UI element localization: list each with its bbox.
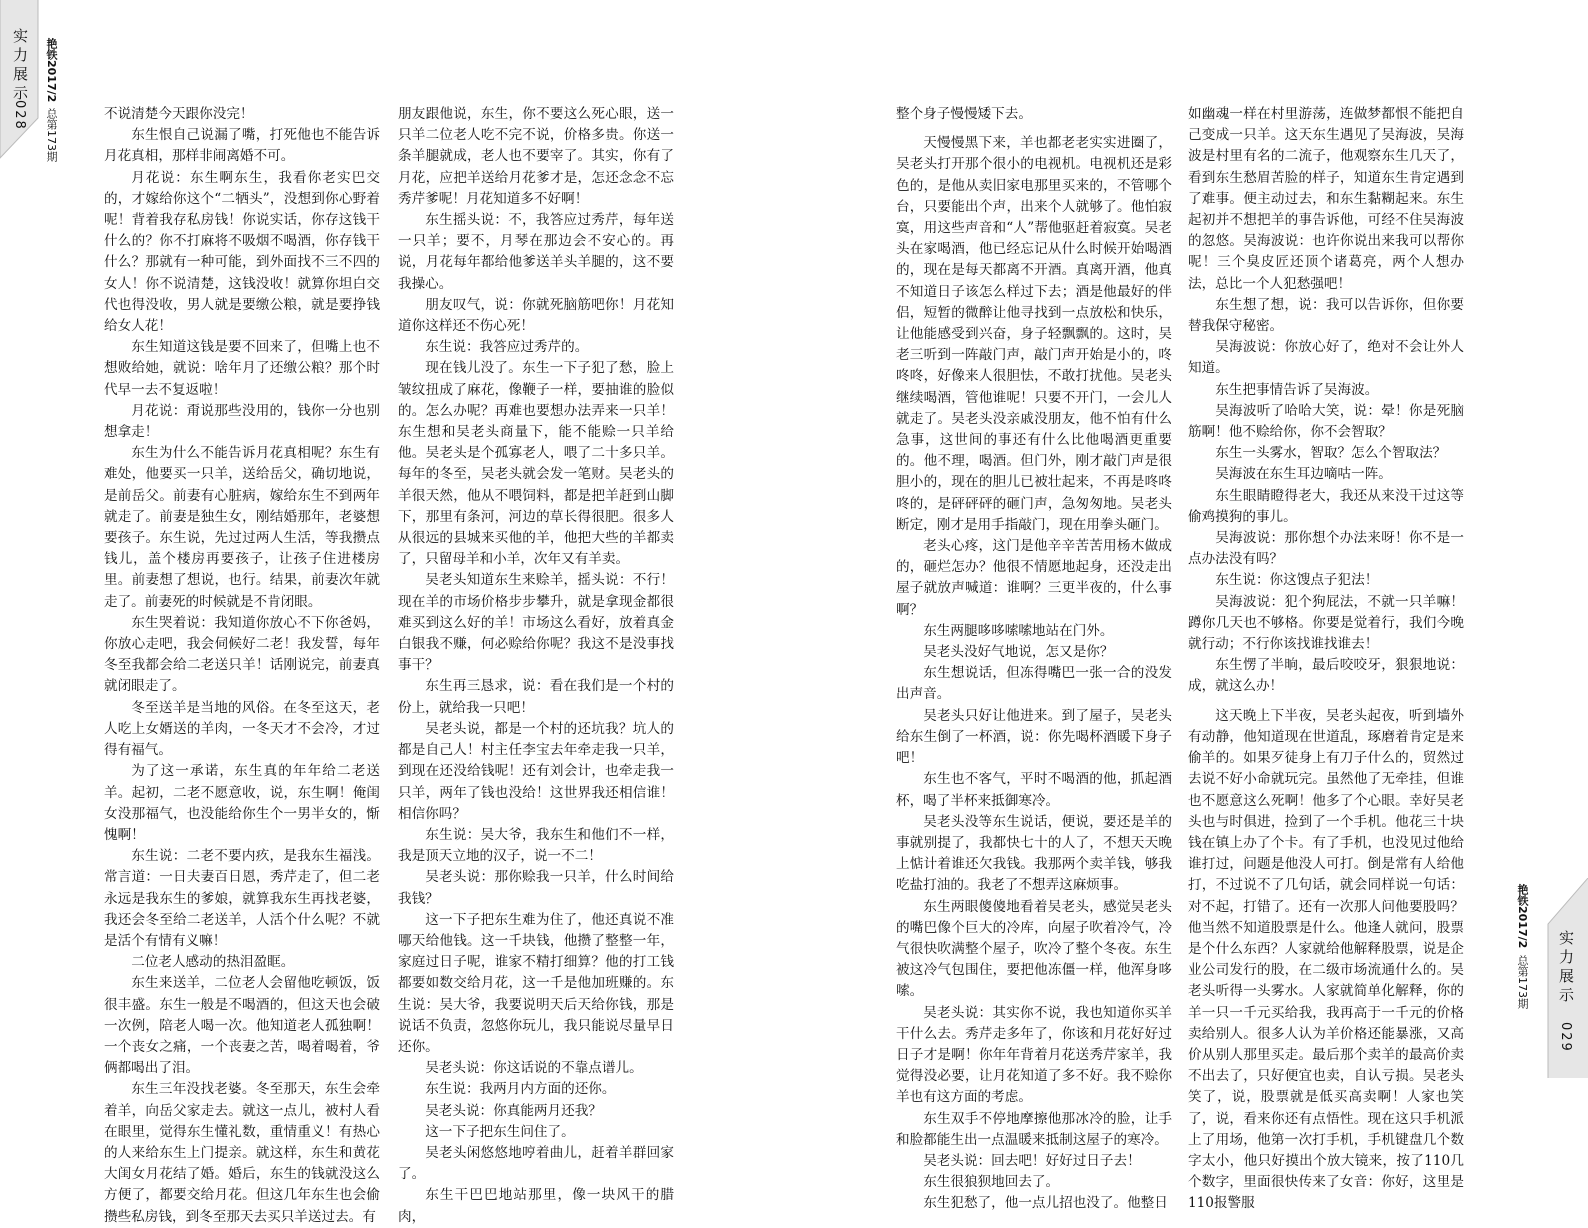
paragraph: 吴老头闲悠悠地哼着曲儿，赶着羊群回家了。	[398, 1144, 674, 1183]
paragraph: 不说清楚今天跟你没完！	[104, 106, 254, 122]
paragraph: 东生双手不停地摩擦他那冰冷的脸，让手和脸都能生出一点温暖来抵制这屋子的寒冷。	[896, 1110, 1172, 1148]
paragraph: 整个身子慢慢矮下去。	[896, 106, 1032, 122]
paragraph: 东生愣了半晌，最后咬咬牙，狠狠地说：成，就这么办！	[1188, 657, 1464, 695]
paragraph: 东生为什么不能告诉月花真相呢？东生有难处，他要买一只羊，送给岳父，确切地说，是前岳父。前妻有心脏病，嫁给东生不到两年就走了。前妻是独生女，刚结婚那年，老婆想要孩子。东生说，先过过两人生活，等我攒点钱儿，盖个楼房再要孩子，让孩子住进楼房里。前妻想了想说，也行。结果，前妻次年就走了。前妻死的时候就是不肯闭眼。	[104, 445, 380, 610]
section-tab: 实力展示	[1557, 930, 1575, 1006]
magazine-name: 艳铁2017/2	[45, 38, 58, 103]
paragraph: 东生知道这钱是要不回来了，但嘴上也不想败给她，就说：啥年月了还缴公粮？那个时代早一去不复返啦！	[104, 339, 380, 398]
paragraph: 吴老头说，都是一个村的还坑我？坑人的都是自己人！村主任李宝去年牵走我一只羊，到现在还没给钱呢！还有刘会计，也牵走我一只羊，两年了钱也没给！这世界我还相信谁！相信你吗？	[398, 720, 674, 822]
issue-number: 总第173期	[45, 108, 58, 162]
paragraph: 吴老头没等东生说话，便说，要还是羊的事就别提了，我都快七十的人了，不想天天晚上惦计着谁还欠我钱。我那两个卖羊钱，够我吃盐打油的。我老了不想弄这麻烦事。	[896, 813, 1172, 894]
paragraph: 这一下子把东生问住了。	[425, 1123, 575, 1140]
paragraph: 吴老头说：回去吧！好好过日子去！	[923, 1152, 1141, 1169]
paragraph: 月花说：东生啊东生，我看你老实巴交的，才嫁给你这个“二牺头”，没想到你心野着呢！背着我存私房钱！你说实话，你存这钱干什么的？你不打麻将不吸烟不喝酒，你存钱干什么？那就有一种可能，到外面找不三不四的女人！你不说清楚，这钱没收！就算你坦白交代也得没收，男人就是要缴公粮，就是要挣钱给女人花！	[104, 169, 380, 335]
text-column-1	[104, 104, 380, 1228]
section-tab: 实力展示	[11, 28, 29, 104]
paragraph: 东生恨自己说漏了嘴，打死他也不能告诉月花真相，那样非闹离婚不可。	[104, 127, 380, 165]
paragraph: 东生想了想，说：我可以告诉你，但你要替我保守秘密。	[1188, 296, 1464, 335]
page-number: 028	[12, 100, 27, 131]
page-number: 029	[1558, 1022, 1573, 1053]
paragraph: 吴老头说：你真能两月还我？	[425, 1102, 602, 1119]
paragraph: 东生两腿哆哆嗦嗦地站在门外。	[923, 622, 1114, 639]
paragraph: 老头心疼，这门是他辛辛苦苦用杨木做成的，砸烂怎办？他很不情愿地起身，还没走出屋子就放声喊道：谁啊？三更半夜的，什么事啊？	[896, 538, 1172, 618]
paragraph: 东生一头雾水，智取？怎么个智取法？	[1215, 445, 1447, 462]
paragraph: 东生再三恳求，说：看在我们是一个村的份上，就给我一只吧！	[398, 678, 674, 716]
text-column-2	[398, 104, 674, 1228]
paragraph: 东生两眼傻傻地看着吴老头，感觉吴老头的嘴巴像个巨大的冷库，向屋子吹着冷气，冷气很快吹满整个屋子，吹冷了整个冬夜。东生被这冷气包围住，要把他冻僵一样，他浑身哆嗦。	[896, 898, 1172, 1000]
paragraph: 月花说：甭说那些没用的，钱你一分也别想拿走！	[104, 402, 380, 441]
paragraph: 东生也不客气，平时不喝酒的他，抓起酒杯，喝了半杯来抵御寒冷。	[896, 771, 1172, 809]
paragraph: 为了这一承诺，东生真的年年给二老送羊。起初，二老不愿意收，说，东生啊！俺闺女没那福气，也没能给你生个一男半女的，惭愧啊！	[104, 763, 380, 843]
right-page	[794, 0, 1588, 1212]
paragraph: 吴老头知道东生来赊羊，摇头说：不行！现在羊的市场价格步步攀升，就是拿现金都很难买到这么好的羊！市场这么看好，放着真金白银我不赚，何必赊给你呢？我这不是没事找事干？	[398, 572, 674, 674]
paragraph: 朋友叹气，说：你就死脑筋吧你！月花知道你这样还不伤心死！	[398, 296, 674, 335]
paragraph: 吴老头说：那你赊我一只羊，什么时间给我钱？	[398, 869, 674, 907]
paragraph: 东生干巴巴地站那里，像一块风干的腊肉，	[398, 1187, 674, 1225]
paragraph: 现在钱儿没了。东生一下子犯了愁，脸上皱纹扭成了麻花，像鞭子一样，要抽谁的脸似的。怎么办呢？再难也要想办法弄来一只羊！东生想和吴老头商量下，能不能赊一只羊给他。吴老头是个孤寡老人，喂了二十多只羊。每年的冬至，吴老头就会发一笔财。吴老头的羊很天然，他从不喂饲料，都是把羊赶到山脚下，那里有条河，河边的草长得很肥。很多人从很远的县城来买他的羊，他把大些的羊都卖了，只留母羊和小羊，次年又有羊卖。	[398, 360, 674, 568]
paragraph: 天慢慢黑下来，羊也都老老实实进圈了，吴老头打开那个很小的电视机。电视机还是彩色的，是他从卖旧家电那里买来的，不管哪个台，只要能出个声，出来个人就够了。他怕寂寞，用这些声音和“人”帮他驱赶着寂寞。吴老头在家喝酒，他已经忘记从什么时候开始喝酒的，现在是每天都离不开酒。真离开酒，他真不知道日子该怎么样过下去；酒是他最好的伴侣，短暂的微醉让他寻找到一点放松和快乐，让他能感受到兴奋，身子轻飘飘的。这时，吴老三听到一阵敲门声，敲门声开始是小的，咚咚咚，好像来人很胆怯，不敢打扰他。吴老头继续喝酒，管他谁呢！只要不开门，一会儿人就走了。吴老头没亲戚没朋友，他不怕有什么急事，这世间的事还有什么比他喝酒更重要的。他不理，喝酒。但门外，刚才敲门声是很胆小的，现在的胆儿已被壮起来，不再是咚咚咚的，是砰砰砰的砸门声，急匆匆地。吴老头断定，刚才是用手指敲门，现在用拳头砸门。	[896, 135, 1172, 533]
paragraph: 东生摇头说：不，我答应过秀芹，每年送一只羊；要不，月琴在那边会不安心的。再说，月花每年都给他爹送羊头羊腿的，这不要我操心。	[398, 212, 674, 292]
paragraph: 吴海波说：犯个狗屁法，不就一只羊嘛！蹲你几天也不够格。你要是觉着行，我们今晚就行动；不行你该找谁找谁去！	[1188, 593, 1464, 653]
paragraph: 东生犯愁了，他一点儿招也没了。他整日	[923, 1195, 1168, 1212]
paragraph: 吴老头说：你这话说的不靠点谱儿。	[425, 1060, 643, 1077]
paragraph: 东生想说话，但冻得嘴巴一张一合的没发出声音。	[896, 665, 1172, 703]
paragraph: 如幽魂一样在村里游荡，连做梦都恨不能把自己变成一只羊。这天东生遇见了吴海波，吴海波是村里有名的二流子，他观察东生几天了，看到东生愁眉苦脸的样子，知道东生肯定遇到了难事。便主动过去，和东生黏糊起来。东生起初并不想把羊的事告诉他，可经不住吴海波的忽悠。吴海波说：也许你说出来我可以帮你呢！三个臭皮匠还顶个诸葛亮，两个人想办法，总比一个人犯愁强吧！	[1188, 106, 1464, 292]
paragraph: 东生很狼狈地回去了。	[923, 1174, 1060, 1191]
paragraph: 吴老头没好气地说，怎又是你？	[923, 644, 1114, 661]
paragraph: 东生说：我两月内方面的还你。	[425, 1081, 616, 1098]
magazine-name: 艳铁2017/2	[1516, 884, 1529, 949]
paragraph: 吴海波在东生耳边嘀咕一阵。	[1215, 466, 1392, 483]
paragraph: 冬至送羊是当地的风俗。在冬至这天，老人吃上女婿送的羊肉，一冬天才不会冷，才过得有福气。	[104, 699, 380, 759]
paragraph: 朋友跟他说，东生，你不要这么死心眼，送一只羊二位老人吃不完不说，价格多贵。你送一条羊腿就成，老人也不要宰了。其实，你有了月花，应把羊送给月花爹才是，怎还念念不忘秀芹爹呢！月花知道多不好啊！	[398, 106, 674, 207]
paragraph: 东生把事情告诉了吴海波。	[1215, 381, 1379, 398]
paragraph: 吴海波听了哈哈大笑，说：晕！你是死脑筋啊！他不赊给你，你不会智取？	[1188, 402, 1464, 441]
paragraph: 这天晚上下半夜，吴老头起夜，听到墙外有动静，他知道现在世道乱，琢磨着肯定是来偷羊的。如果歹徒身上有刀子什么的，贸然过去说不好小命就玩完。虽然他了无牵挂，但谁也不愿意这么死啊！他多了个心眼。幸好吴老头也与时俱进，捡到了一个手机。他花三十块钱在镇上办了个卡。有了手机，也没见过他给谁打过，问题是他没人可打。倒是常有人给他打，不过说不了几句话，就会同样说一句话：对不起，打错了。还有一次那人问他要股吗？他当然不知道股票是什么。他逢人就问，股票是个什么东西？人家就给他解释股票，说是企业公司发行的股，在二级市场流通什么的。吴老头听得一头雾水。人家就简单化解释，你的羊一只一千元买给我，我再高于一千元的价格卖给别人。很多人认为羊价格还能暴涨，又高价从别人那里买走。最后那个卖羊的最高价卖不出去了，只好便宜也卖，自认亏损。吴老头笑了，说，股票就是低买高卖啊！人家也笑了，说，看来你还有点悟性。现在这只手机派上了用场，他第一次打手机，手机键盘几个数字太小，他只好摸出个放大镜来，按了110几个数字，里面很快传来了女音：你好，这里是110报警服	[1188, 707, 1464, 1212]
paragraph: 吴海波说：那你想个办法来呀！你不是一点办法没有吗？	[1188, 530, 1464, 568]
text-column-4	[1188, 104, 1464, 1215]
left-page	[0, 0, 794, 1225]
paragraph: 吴老头说：其实你不说，我也知道你买羊干什么去。秀芹走多年了，你该和月花好好过日子才是啊！你年年背着月花送秀芹家羊，我觉得没必要，让月花知道了多不好。我不赊你羊也有这方面的考虑。	[896, 1004, 1172, 1106]
paragraph: 东生说：吴大爷，我东生和他们不一样，我是顶天立地的汉子，说一不二！	[398, 826, 674, 865]
text-column-3	[896, 104, 1172, 1215]
paragraph: 东生说：我答应过秀芹的。	[425, 339, 589, 356]
paragraph: 二位老人感动的热泪盈眶。	[131, 954, 295, 971]
paragraph: 东生哭着说：我知道你放心不下你爸妈，你放心走吧，我会伺候好二老！我发誓，每年冬至我都会给二老送只羊！话刚说完，前妻真就闭眼走了。	[104, 614, 380, 695]
issue-number: 总第173期	[1516, 955, 1529, 1009]
paragraph: 吴老头只好让他进来。到了屋子，吴老头给东生倒了一杯酒，说：你先喝杯酒暖下身子吧！	[896, 707, 1172, 767]
paragraph: 东生三年没找老婆。冬至那天，东生会牵着羊，向岳父家走去。就这一点儿，被村人看在眼里，觉得东生懂礼数，重情重义！有热心的人来给东生上门提亲。就这样，东生和黄花大闺女月花结了婚。婚后，东生的钱就没这么方便了，都要交给月花。但这几年东生也会偷攒些私房钱，到冬至那天去买只羊送过去。有	[104, 1081, 380, 1225]
paragraph: 东生说：你这馊点子犯法！	[1215, 572, 1379, 589]
paragraph: 东生说：二老不要内疚，是我东生福浅。常言道：一日夫妻百日恩，秀芹走了，但二老永远是我东生的爹娘，就算我东生再找老婆，我还会冬至给二老送羊，人活个什么呢？不就是活个有情有义嘛！	[104, 848, 380, 949]
paragraph: 东生来送羊，二位老人会留他吃顿饭，饭很丰盛。东生一般是不喝酒的，但这天也会破一次例，陪老人喝一次。他知道老人孤独啊！一个丧女之痛，一个丧妻之苦，喝着喝着，爷俩都喝出了泪。	[104, 975, 380, 1077]
paragraph: 东生眼睛瞪得老大，我还从来没干过这等偷鸡摸狗的事儿。	[1188, 487, 1464, 525]
paragraph: 这一下子把东生难为住了，他还真说不准哪天给他钱。这一千块钱，他攒了整整一年，家庭过日子呢，谁家不精打细算？他的打工钱都要如数交给月花，这一千是他加班赚的。东生说：吴大爷，我要说明天后天给你钱，那是说话不负责，忽悠你玩儿，我只能说尽量早日还你。	[398, 911, 674, 1055]
paragraph: 吴海波说：你放心好了，绝对不会让外人知道。	[1188, 339, 1464, 377]
